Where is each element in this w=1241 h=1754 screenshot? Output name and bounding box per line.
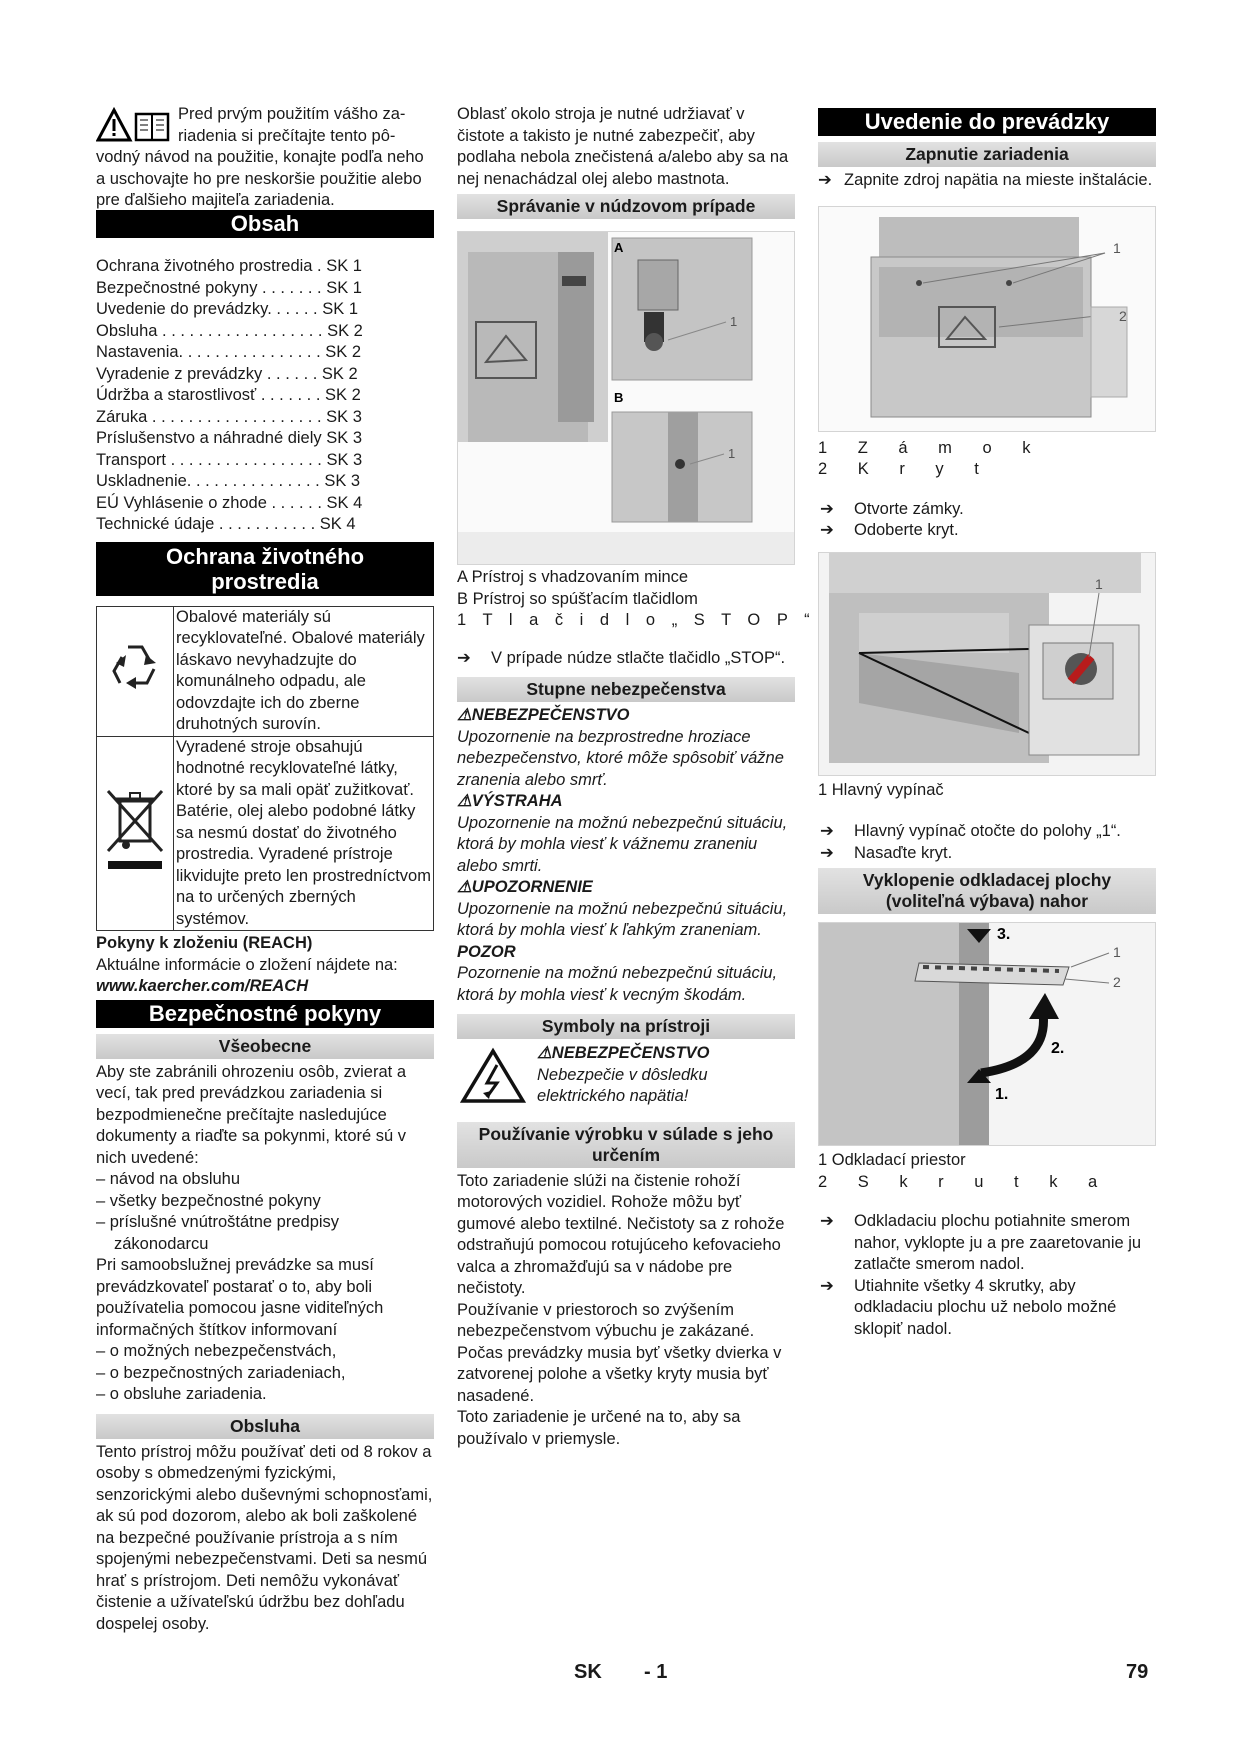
arrow-right-icon: ➔: [818, 171, 832, 189]
electric-hazard-icon: [457, 1043, 529, 1107]
intro-line-1: Pred prvým použitím vášho za-: [178, 105, 406, 123]
toc-item[interactable]: Nastavenia. . . . . . . . . . . . . . . . SK 2: [96, 343, 362, 361]
general-list-item: – návod na obsluhu: [96, 1170, 241, 1188]
danger-text: Upozornenie na bezprostredne hroziace nebezpečenstvo, ktoré môže spôsobiť vážne zranenia alebo smrť.: [457, 727, 784, 789]
symbols-heading: Symboly na prístroji: [457, 1014, 795, 1039]
symbol-title: ⚠NEBEZPEČENSTVO: [537, 1044, 710, 1062]
area-text: Oblasť okolo stroja je nutné udržiavať v čistote a takisto je nutné zabezpečiť, aby podlaha nebola znečistená a/alebo aby sa na nej nenachádzal olej alebo mastnota.: [457, 105, 789, 188]
arrow-right-icon: ➔: [457, 648, 471, 667]
warning-text: Upozornenie na možnú nebezpečnú situáciu, ktorá by mohla viesť k vážnemu zraneniu alebo smrti.: [457, 813, 788, 875]
self-service-text: Pri samoobslužnej prevádzke sa musí prevádzkovateľ postarať o to, aby boli používatelia pomocou jasne viditeľných informačných štítkov informovaní: [96, 1256, 384, 1339]
general-list-item: – príslušné vnútroštátne predpisy zákonodarcu: [96, 1213, 340, 1253]
environment-heading-line-1: Ochrana životného: [165, 543, 365, 569]
arrow-right-icon: ➔: [820, 521, 834, 539]
figure-caption-main-switch: 1 Hlavný vypínač: [818, 780, 944, 799]
figure-step-2: 2.: [1051, 1040, 1065, 1057]
toc-item[interactable]: Obsluha . . . . . . . . . . . . . . . . . . SK 2: [96, 321, 363, 340]
tray-step-2: ➔ Utiahnite všetky 4 skrutky, aby odkladaciu plochu už nebolo možné sklopiť nadol.: [818, 1276, 1156, 1341]
safety-heading: Bezpečnostné pokyny: [96, 1000, 434, 1028]
danger-levels-heading: Stupne nebezpečenstva: [457, 677, 795, 702]
danger-title: ⚠NEBEZPEČENSTVO: [457, 706, 630, 724]
toc-item[interactable]: Transport . . . . . . . . . . . . . . . . . SK 3: [96, 450, 363, 469]
tray-heading-line-2: (voliteľná výbava) nahor: [885, 891, 1089, 911]
figure-caption-1: 1 T l a č i d l o „ S T O P “: [457, 611, 816, 629]
tray-heading-line-1: Vyklopenie odkladacej plochy: [862, 870, 1112, 890]
toc-item[interactable]: Vyradenie z prevádzky . . . . . . SK 2: [96, 364, 358, 383]
arrow-right-icon: ➔: [820, 822, 834, 840]
operation-heading: Obsluha: [96, 1414, 434, 1439]
arrow-right-icon: ➔: [820, 499, 834, 518]
toc-item[interactable]: Údržba a starostlivosť . . . . . . . SK 2: [96, 386, 361, 404]
self-service-list-item: – o možných nebezpečenstvách,: [96, 1342, 337, 1360]
step-open-locks: ➔ Otvorte zámky.: [818, 499, 1156, 521]
main-switch-figure: [818, 552, 1156, 776]
figure-step-3: 3.: [997, 926, 1011, 943]
figure-caption-a: A Prístroj s vhadzovaním mince: [457, 568, 689, 586]
figure-callout-2: 2: [1119, 307, 1127, 324]
crossed-bin-icon: [102, 785, 168, 875]
figure-step-1: 1.: [995, 1086, 1009, 1103]
emergency-figure: [457, 231, 795, 565]
footer-page-number: 79: [1126, 1661, 1149, 1683]
toc-item[interactable]: Ochrana životného prostredia . SK 1: [96, 257, 362, 275]
reach-heading: Pokyny k zloženiu (REACH): [96, 934, 313, 952]
footer-local-page: - 1: [644, 1661, 668, 1683]
tray-figure: [818, 922, 1156, 1146]
arrow-right-icon: ➔: [820, 1212, 834, 1230]
environment-disposal-text: Vyradené stroje obsahujú hodnotné recyklovateľné látky, ktoré by sa mali opäť zužitkovať. Batérie, olej alebo podobné látky sa nesmú dostať do životného prostredia. Vyradené prístroje likvidujte preto len prostredníctvom na to určených zberných systémov.: [174, 736, 434, 931]
caution-text: Upozornenie na možnú nebezpečnú situáciu, ktorá by mohla viesť k ľahkým zraneniam.: [457, 899, 788, 939]
note-text: Pozornenie na možnú nebezpečnú situáciu, ktorá by mohla viesť k vecným škodám.: [457, 964, 778, 1004]
startup-heading: Uvedenie do prevádzky: [818, 108, 1156, 136]
machine-open-figure: [819, 553, 1156, 775]
environment-heading-line-2: prostredia: [211, 568, 319, 594]
contents-heading: Obsah: [96, 210, 434, 238]
figure-caption-storage: 1 Odkladací priestor: [818, 1151, 966, 1169]
industry-text: Toto zariadenie je určené na to, aby sa používalo v priemysle.: [457, 1408, 741, 1448]
step-replace-cover: ➔ Nasaďte kryt.: [818, 843, 1156, 865]
figure-caption-screw: 2 S k r u t k a: [818, 1172, 1111, 1191]
arrow-right-icon: ➔: [820, 843, 834, 862]
toc-item[interactable]: EÚ Vyhlásenie o zhode . . . . . . SK 4: [96, 493, 363, 512]
explosion-text: Používanie v priestoroch so zvýšením nebezpečenstvom výbuchu je zakázané.: [457, 1300, 755, 1340]
general-list-item: – všetky bezpečnostné pokyny: [96, 1191, 321, 1210]
tray-heading: [818, 868, 1156, 914]
column-middle: [457, 104, 816, 1450]
emergency-step: ➔ V prípade núdze stlačte tlačidlo „STOP“.: [457, 648, 795, 670]
self-service-list-item: – o obsluhe zariadenia.: [96, 1385, 267, 1403]
arrow-right-icon: ➔: [820, 1276, 834, 1295]
figure-caption-b: B Prístroj so spúšťacím tlačidlom: [457, 589, 698, 608]
symbol-block: [457, 1043, 795, 1108]
environment-packaging-text: Obalové materiály sú recyklovateľné. Obalové materiály láskavo nevyhadzujte do komunálneho odpadu, ale odovzdajte ich do zberne druhotných surovín.: [174, 606, 434, 736]
figure-label-b: B: [614, 390, 624, 405]
toc-item[interactable]: Uskladnenie. . . . . . . . . . . . . . . SK 3: [96, 472, 361, 490]
operation-text: Tento prístroj môžu používať deti od 8 rokov a osoby s obmedzenými fyzickými, senzorickými alebo duševnými schopnosťami, ak sú pod dozorom, alebo ak boli zaškolené na bezpečné používanie prístroja a s ním spojenými nebezpečenstvami. Deti sa nesmú hrať s prístrojom. Deti nemôžu vykonávať čistenie a užívateľskú údržbu bez dohľadu dospelej osoby.: [96, 1442, 433, 1633]
figure-label-a: A: [614, 240, 624, 255]
toc-item[interactable]: Záruka . . . . . . . . . . . . . . . . . . . SK 3: [96, 407, 362, 426]
intro-line-2: riadenia si prečítajte tento pô-: [178, 126, 396, 145]
figure-caption-lock: 1 Z á m o k: [818, 438, 1044, 457]
figure-callout-1: 1: [728, 446, 736, 461]
recycle-icon-cell: [97, 606, 174, 736]
figure-callout-1: 1: [730, 314, 738, 329]
warning-manual-icon: [96, 106, 172, 146]
machine-front-figure: [819, 207, 1156, 431]
emergency-heading: Správanie v núdzovom prípade: [457, 194, 795, 219]
symbol-text: Nebezpečie v dôsledku elektrického napätia!: [537, 1065, 708, 1105]
general-text: Aby ste zabránili ohrozeniu osôb, zvierat a vecí, tak pred prevádzkou zariadenia si bezpodmienečne prečítajte nasledujúce dokumenty a riaďte sa pokynmi, ktoré sú v nich uvedené:: [96, 1062, 407, 1167]
intro-rest: vodný návod na použitie, konajte podľa neho a uschovajte ho pre neskoršie použitie alebo pre ďalšieho majiteľa zariadenia.: [96, 148, 424, 209]
switch-on-heading: Zapnutie zariadenia: [818, 142, 1156, 167]
switch-on-step: ➔ Zapnite zdroj napätia na mieste inštalácie.: [818, 170, 1156, 192]
recycle-icon: [102, 635, 168, 701]
self-service-list-item: – o bezpečnostných zariadeniach,: [96, 1363, 346, 1382]
intended-use-heading: Používanie výrobku v súlade s jeho určením: [457, 1122, 795, 1168]
machine-figure-ab: [458, 232, 795, 564]
figure-callout-2: 2: [1113, 974, 1121, 990]
intended-use-text: Toto zariadenie slúži na čistenie rohoží motorových vozidiel. Rohože môžu byť gumové alebo textilné. Nečistoty sa z rohože odstraňujú pomocou rotujúceho kefovacieho valca a zhromažďujú sa v nádobe pre nečistoty.: [457, 1171, 785, 1297]
footer-language: SK: [574, 1661, 602, 1683]
reach-text: Aktuálne informácie o zložení nájdete na:: [96, 955, 398, 974]
figure-callout-1: 1: [1095, 575, 1103, 592]
column-left: [96, 104, 434, 1635]
environment-table: [96, 606, 434, 932]
doors-text: Počas prevádzky musia byť všetky dvierka v zatvorenej polohe a všetky kryty musia byť nasadené.: [457, 1343, 782, 1405]
intro-block: [96, 104, 434, 209]
warning-title: ⚠VÝSTRAHA: [457, 792, 563, 810]
note-title: POZOR: [457, 942, 516, 961]
step-remove-cover: ➔ Odoberte kryt.: [818, 520, 1156, 542]
figure-callout-1: 1: [1113, 239, 1121, 256]
caution-title: ⚠UPOZORNENIE: [457, 878, 593, 896]
table-of-contents: [96, 256, 434, 536]
weee-icon-cell: [97, 736, 174, 931]
environment-heading: [96, 542, 434, 596]
toc-item[interactable]: Príslušenstvo a náhradné diely SK 3: [96, 429, 362, 447]
toc-item[interactable]: Bezpečnostné pokyny . . . . . . . SK 1: [96, 278, 362, 297]
general-heading: Všeobecne: [96, 1034, 434, 1059]
column-right: [818, 104, 1156, 1340]
reach-link[interactable]: www.kaercher.com/REACH: [96, 977, 309, 995]
tray-fold-figure: [819, 923, 1156, 1145]
tray-step-1: ➔ Odkladaciu plochu potiahnite smerom nahor, vyklopte ju a pre zaaretovanie ju zatlačte smerom nadol.: [818, 1211, 1156, 1276]
step-main-switch: ➔ Hlavný vypínač otočte do polohy „1“.: [818, 821, 1156, 843]
toc-item[interactable]: Uvedenie do prevádzky. . . . . . SK 1: [96, 300, 358, 318]
toc-item[interactable]: Technické údaje . . . . . . . . . . . SK 4: [96, 515, 356, 533]
lock-cover-figure: [818, 206, 1156, 432]
figure-caption-cover: 2 K r y t: [818, 460, 992, 478]
figure-callout-1: 1: [1113, 944, 1121, 960]
